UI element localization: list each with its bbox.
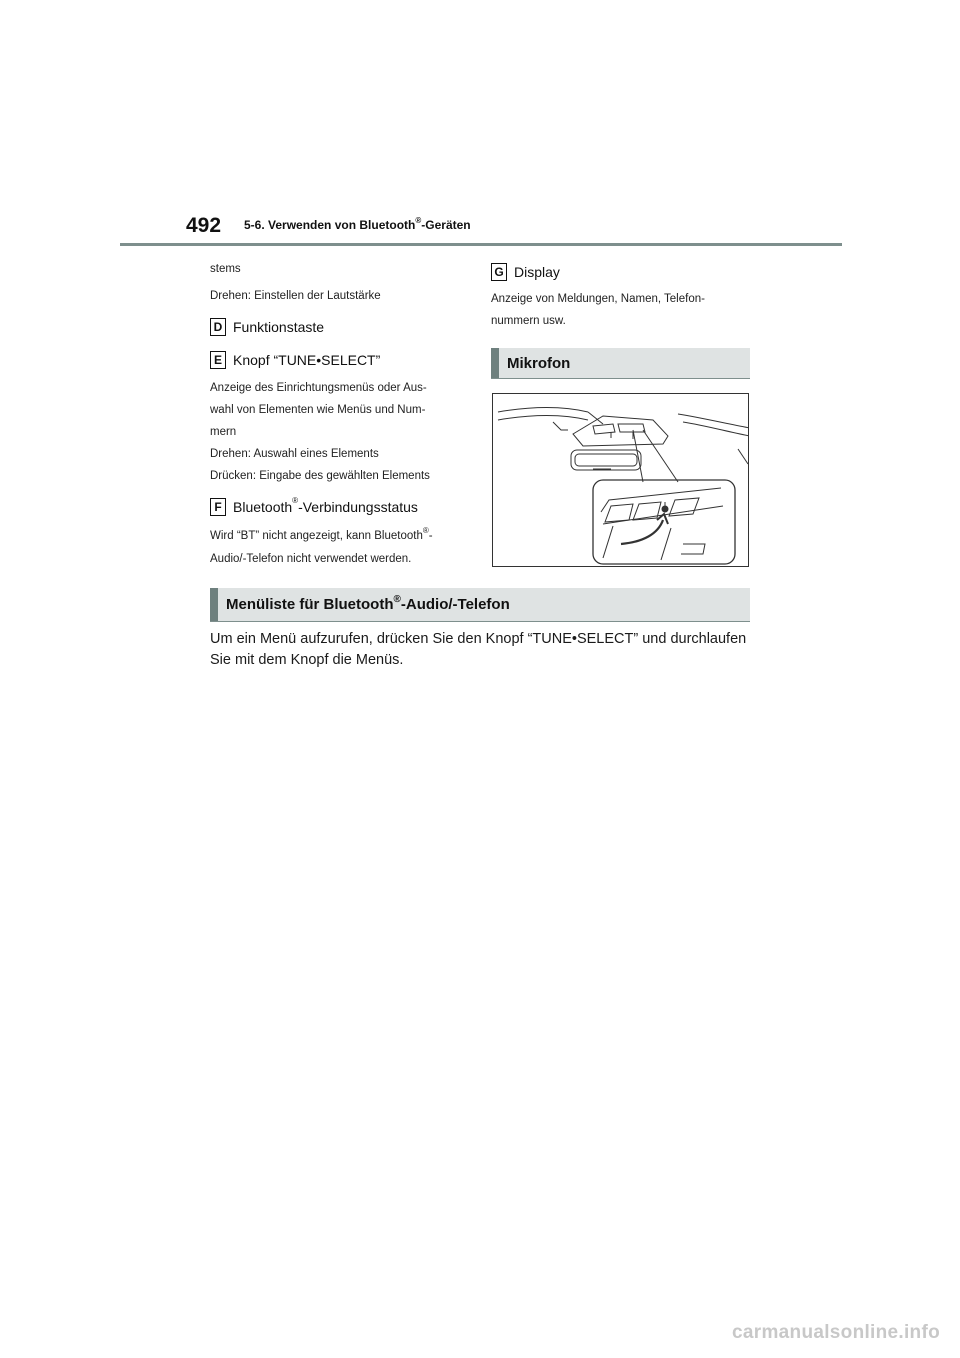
item-letter-badge: G	[491, 263, 507, 281]
item-f-line-suffix: -	[428, 530, 433, 542]
item-e-line: Anzeige des Einrichtungsmenüs oder Aus-	[210, 382, 427, 394]
item-e-heading	[210, 348, 472, 372]
item-f-line-text: Wird “BT” nicht angezeigt, kann Bluetooth	[210, 530, 423, 542]
item-d-heading	[210, 315, 472, 339]
item-f-line: Audio/-Telefon nicht verwendet werden.	[210, 553, 412, 565]
intro-line: stems	[210, 263, 241, 275]
microphone-section-heading	[491, 348, 750, 379]
item-g-title: Display	[514, 264, 560, 280]
item-f-title-suffix: -Verbindungsstatus	[298, 499, 418, 515]
registered-mark: ®	[422, 526, 429, 535]
menu-list-heading-suffix: -Audio/-Telefon	[400, 596, 510, 613]
item-letter-badge: E	[210, 351, 226, 369]
menu-list-section-heading	[210, 588, 750, 622]
item-letter-badge: F	[210, 498, 226, 516]
microphone-heading-text: Mikrofon	[507, 354, 571, 372]
right-column	[491, 260, 753, 332]
heading-accent-bar	[210, 588, 218, 621]
menu-list-heading-prefix: Menüliste für Bluetooth	[226, 596, 394, 613]
item-e-line: Drehen: Auswahl eines Elements	[210, 448, 379, 460]
item-f-title-prefix: Bluetooth	[233, 499, 293, 515]
item-e-line: Drücken: Eingabe des gewählten Elements	[210, 470, 430, 482]
item-g-heading	[491, 260, 753, 284]
item-e-line: mern	[210, 426, 237, 438]
item-e-title: Knopf “TUNE•SELECT”	[233, 352, 381, 368]
overhead-console-drawing	[493, 394, 749, 567]
registered-mark: ®	[292, 496, 299, 505]
item-g-line: nummern usw.	[491, 315, 566, 327]
item-d-title: Funktionstaste	[233, 319, 325, 335]
intro-line: Drehen: Einstellen der Lautstärke	[210, 290, 381, 302]
item-g-line: Anzeige von Meldungen, Namen, Telefon-	[491, 293, 705, 305]
watermark: carmanualsonline.info	[732, 1322, 940, 1343]
section-heading-suffix: -Geräten	[421, 218, 471, 232]
menu-instructions-paragraph: Um ein Menü aufzurufen, drücken Sie den Knopf “TUNE•SELECT” und durchlaufen Sie mit dem Knopf die Menüs.	[210, 631, 747, 668]
microphone-illustration	[492, 393, 749, 567]
section-heading-prefix: 5-6. Verwenden von Bluetooth	[244, 218, 416, 232]
section-heading	[244, 218, 471, 232]
menu-list-heading-text	[226, 596, 510, 613]
item-e-line: wahl von Elementen wie Menüs und Num-	[210, 404, 426, 416]
heading-accent-bar	[491, 348, 499, 378]
header-rule	[120, 243, 842, 246]
item-f-line	[210, 525, 472, 548]
item-f-heading	[210, 495, 472, 519]
item-letter-badge: D	[210, 318, 226, 336]
registered-mark: ®	[415, 216, 422, 225]
registered-mark: ®	[393, 594, 401, 605]
page-number: 492	[186, 214, 222, 237]
left-column	[210, 258, 472, 570]
